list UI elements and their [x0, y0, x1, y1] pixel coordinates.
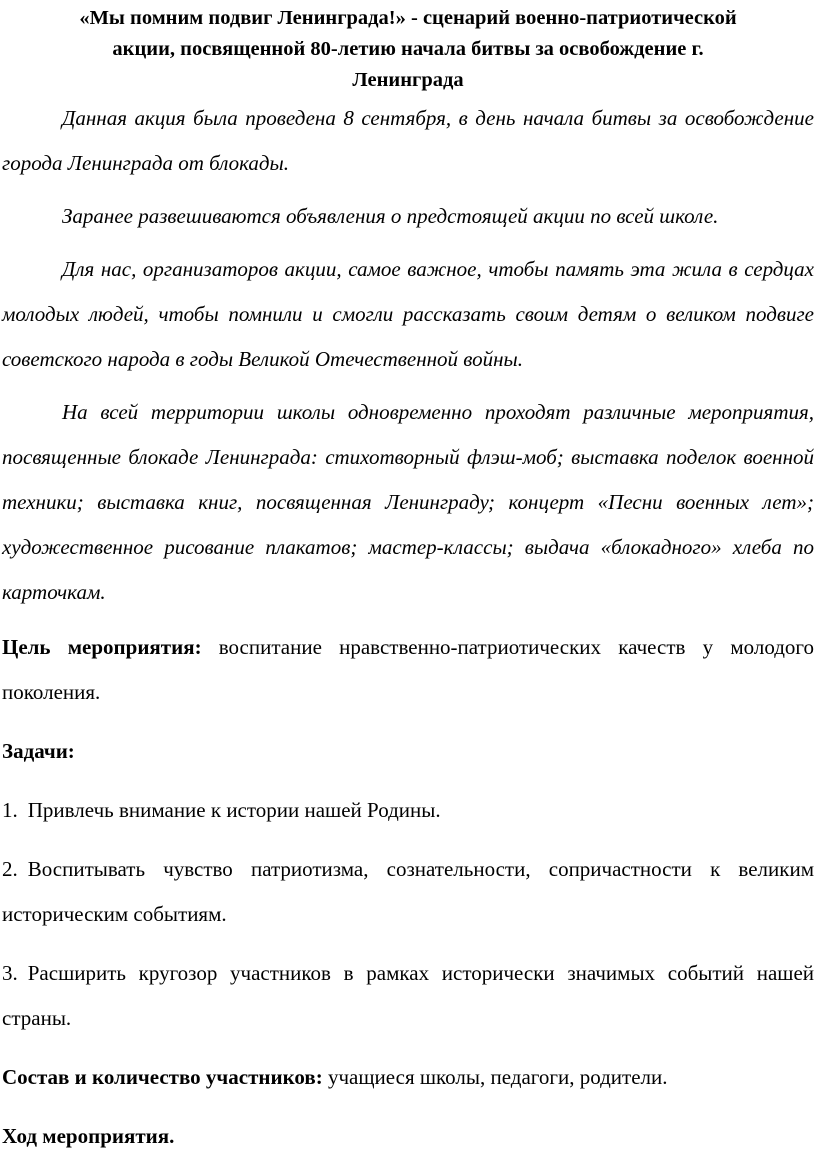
- task-item: [2, 847, 814, 937]
- goal-label: Цель мероприятия:: [2, 635, 202, 659]
- title-line: акции, посвященной 80-летию начала битвы за освобождение г.: [112, 38, 704, 60]
- goal-text: воспитание нравственно-патриотических качеств у молодого поколения.: [2, 635, 814, 704]
- task-item: [2, 951, 814, 1041]
- goal-paragraph: [2, 625, 814, 715]
- intro-paragraph-date: Данная акция была проведена 8 сентября, в день начала битвы за освобождение города Ленинграда от блокады.: [2, 106, 814, 175]
- title-line: «Мы помним подвиг Ленинграда!» - сценарий военно-патриотической: [79, 7, 737, 29]
- tasks-heading: Задачи:: [2, 739, 75, 763]
- intro-paragraph-events: На всей территории школы одновременно проходят различные мероприятия, посвященные блокаде Ленинграда: стихотворный флэш-моб; выставка поделок военной техники; выставка книг, посвященная Ленинграду; концерт «Песни военных лет»; художественное рисование плакатов; мастер-классы; выдача «блокадного» хлеба по карточкам.: [2, 400, 814, 604]
- participants-text: учащиеся школы, педагоги, родители.: [328, 1065, 668, 1089]
- task-number: 1.: [2, 798, 18, 822]
- progress-heading: Ход мероприятия.: [2, 1124, 175, 1148]
- task-item: [2, 788, 814, 833]
- task-number: 3.: [2, 961, 18, 985]
- task-text: Воспитывать чувство патриотизма, сознательности, сопричастности к великим историческим событиям.: [2, 857, 814, 926]
- document-title: [2, 3, 814, 96]
- participants-label: Состав и количество участников:: [2, 1065, 323, 1089]
- intro-paragraph-memory: Для нас, организаторов акции, самое важное, чтобы память эта жила в сердцах молодых людей, чтобы помнили и смогли рассказать своим детям о великом подвиге советского народа в годы Великой Отечественной войны.: [2, 257, 814, 371]
- intro-paragraph-announcements: Заранее развешиваются объявления о предстоящей акции по всей школе.: [62, 204, 719, 228]
- title-line: Ленинграда: [352, 69, 464, 91]
- task-text: Привлечь внимание к истории нашей Родины.: [27, 798, 441, 822]
- task-text: Расширить кругозор участников в рамках исторически значимых событий нашей страны.: [2, 961, 814, 1030]
- task-number: 2.: [2, 857, 18, 881]
- participants-paragraph: [2, 1055, 814, 1100]
